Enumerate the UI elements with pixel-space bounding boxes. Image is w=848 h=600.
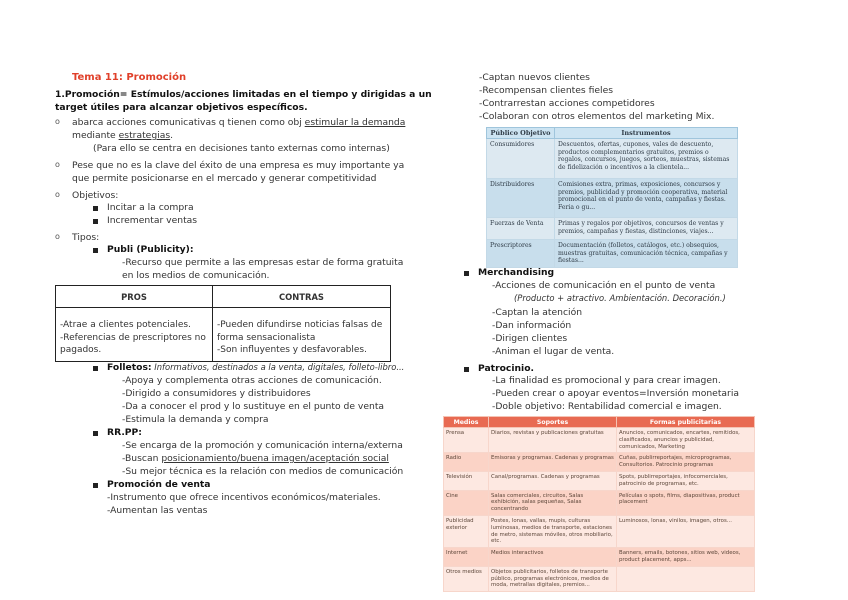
med-cell: Prensa	[444, 428, 489, 453]
square-bullet-icon	[464, 367, 469, 372]
merch-line: -Dan información	[492, 320, 572, 331]
patrocinio-title: Patrocinio.	[478, 363, 535, 374]
instrumentos-table	[486, 127, 738, 268]
rrpp-line: -Se encarga de la promoción y comunicación interna/externa	[122, 440, 403, 451]
patrocinio-heading	[478, 363, 534, 374]
square-bullet-icon	[464, 271, 469, 276]
med-header: Formas publicitarias	[617, 417, 755, 428]
patrocinio-line: -Doble objetivo: Rentabilidad comercial e imagen.	[492, 401, 722, 412]
folletos-heading	[107, 362, 404, 373]
rrpp-text: -Buscan	[122, 453, 162, 464]
med-cell: Televisión	[444, 471, 489, 490]
folletos-desc: Informativos, destinados a la venta, digitales, folleto-libro...	[151, 362, 405, 372]
inst-cell: Descuentos, ofertas, cupones, vales de descuento, productos complementarios gratuitos, premios o regalos, concursos, juegos, sorteos, muestras, sistemas de fidelización o incentivos a la clientela...	[555, 139, 738, 179]
objetivos-heading: o Objetivos:	[72, 190, 118, 201]
med-cell	[617, 566, 755, 591]
rrpp-heading	[107, 427, 142, 438]
square-bullet-icon	[93, 431, 98, 436]
definition-line-1: 1.Promoción= Estímulos/acciones limitadas en el tiempo y dirigidas a un	[55, 89, 432, 100]
folletos-title: Folletos:	[107, 362, 152, 373]
inst-cell: Primas y regalos por objetivos, concursos de ventas y premios, campañas y fiestas, distinciones, viajes...	[555, 218, 738, 240]
right-line: -Colaboran con otros elementos del marketing Mix.	[479, 111, 715, 122]
bullet-text: mediante	[72, 130, 119, 141]
med-cell: Banners, emails, botones, sitios web, videos, product placement, apps...	[617, 548, 755, 567]
inst-cell: Distribuidores	[487, 179, 555, 218]
med-cell: Canal/programas. Cadenas y programas	[489, 471, 617, 490]
objetivo-item	[107, 202, 194, 213]
right-line: -Captan nuevos clientes	[479, 72, 590, 83]
pros-item: -Referencias de prescriptores no pagados.	[60, 332, 206, 355]
med-cell: Anuncios, comunicados, encartes, remitidos, clasificados, anuncios y publicidad, comunicados, Marketing	[617, 428, 755, 453]
promo-line: -Aumentan las ventas	[107, 505, 208, 516]
bullet-abarca	[72, 117, 405, 128]
inst-header: Público Objetivo	[487, 128, 555, 139]
folletos-line: -Da a conocer el prod y lo sustituye en el punto de venta	[122, 401, 385, 412]
publi-line-2: en los medios de comunicación.	[122, 270, 270, 281]
tipos-heading: o Tipos:	[72, 232, 99, 243]
med-cell: Otros medios	[444, 566, 489, 591]
med-cell: Salas comerciales, circuitos, Salas exhibición, salas pequeñas, Salas concentrando	[489, 490, 617, 515]
merch-note: (Producto + atractivo. Ambientación. Decoración.)	[514, 293, 726, 303]
promo-line: -Instrumento que ofrece incentivos económicos/materiales.	[107, 492, 381, 503]
bullet-text: abarca acciones comunicativas q tienen como obj	[72, 117, 305, 128]
bullet-importancia-cont: que permite posicionarse en el mercado y generar competitividad	[72, 173, 377, 184]
bullet-abarca-note: (Para ello se centra en decisiones tanto externas como internas)	[93, 143, 390, 154]
right-line: -Contrarrestan acciones competidores	[479, 98, 655, 109]
med-cell: Cuñas, publirreportajes, microprogramas, Consultorios. Patrocinio programas	[617, 453, 755, 472]
folletos-line: -Apoya y complementa otras acciones de comunicación.	[122, 375, 382, 386]
objetivo-text: Incitar a la compra	[107, 202, 194, 213]
contras-item: -Son influyentes y desfavorables.	[217, 345, 367, 355]
med-cell: Postes, lonas, vallas, mupis, culturas luminosas, medios de transporte, estaciones de metro, sistemas móviles, otros mobiliario, etc.	[489, 515, 617, 547]
pros-header: PROS	[56, 286, 213, 308]
right-line: -Recompensan clientes fieles	[479, 85, 614, 96]
med-cell: Emisoras y programas. Cadenas y programas	[489, 453, 617, 472]
inst-cell: Documentación (folletos, catálogos, etc.) obsequios, muestras gratuitas, comunicación técnica, campañas y fiestas...	[555, 240, 738, 268]
definition-line-2: target útiles para alcanzar objetivos específicos.	[55, 102, 308, 113]
med-cell: Publicidad exterior	[444, 515, 489, 547]
rrpp-title: RR.PP:	[107, 427, 142, 438]
inst-header: Instrumentos	[555, 128, 738, 139]
pros-item: -Atrae a clientes potenciales.	[60, 320, 191, 330]
med-cell: Objetos publicitarios, folletos de transporte público, programas electrónicos, medios de moda, metrallas digitales, premios...	[489, 566, 617, 591]
bullet-importancia: o Pese que no es la clave del éxito de una empresa es muy importante ya	[72, 160, 404, 171]
med-cell: Internet	[444, 548, 489, 567]
patrocinio-line: -La finalidad es promocional y para crear imagen.	[492, 375, 721, 386]
merch-title: Merchandising	[478, 267, 555, 278]
merch-line: -Captan la atención	[492, 307, 583, 318]
contras-cell	[213, 308, 391, 362]
square-bullet-icon	[93, 206, 98, 211]
promo-title: Promoción de venta	[107, 479, 211, 490]
promo-heading	[107, 479, 210, 490]
inst-cell: Comisiones extra, primas, exposiciones, concursos y premios, publicidad y promoción cooperativa, material promocional en el punto de venta, campañas y fiestas. Feria o gu...	[555, 179, 738, 218]
square-bullet-icon	[93, 219, 98, 224]
square-bullet-icon	[93, 483, 98, 488]
page-title: Tema 11: Promoción	[72, 72, 187, 83]
med-cell: Spots, publirreportajes, infocomerciales, patrocinio de programas, etc.	[617, 471, 755, 490]
contras-item: -Pueden difundirse noticias falsas de forma sensacionalista	[217, 320, 383, 343]
folletos-line: -Estimula la demanda y compra	[122, 414, 269, 425]
merch-line: -Animan el lugar de venta.	[492, 346, 615, 357]
folletos-line: -Dirigido a consumidores y distribuidores	[122, 388, 311, 399]
merch-heading	[478, 267, 554, 278]
contras-header: CONTRAS	[213, 286, 391, 308]
inst-cell: Consumidores	[487, 139, 555, 179]
med-cell: Medios interactivos	[489, 548, 617, 567]
rrpp-line	[122, 453, 389, 464]
bullet-text: .	[170, 130, 174, 141]
underlined-text: posicionamiento/buena imagen/aceptación social	[161, 453, 389, 464]
merch-line: -Acciones de comunicación en el punto de venta	[492, 280, 716, 291]
med-cell: Radio	[444, 453, 489, 472]
med-cell: Luminosos, lonas, vinilos, imagen, otros...	[617, 515, 755, 547]
medios-table	[443, 416, 755, 592]
merch-line: -Dirigen clientes	[492, 333, 568, 344]
square-bullet-icon	[93, 248, 98, 253]
med-cell: Cine	[444, 490, 489, 515]
pros-cell	[56, 308, 213, 362]
pros-contras-table	[55, 285, 391, 362]
bullet-abarca-cont	[72, 130, 173, 141]
underlined-text: estimular la demanda	[304, 117, 406, 128]
med-header: Soportes	[489, 417, 617, 428]
publi-text: Publi (Publicity):	[107, 244, 194, 255]
med-cell: Películas o spots, films, diapositivas, product placement	[617, 490, 755, 515]
med-cell: Diarios, revistas y publicaciones gratuitas	[489, 428, 617, 453]
inst-cell: Prescriptores	[487, 240, 555, 268]
objetivo-item	[107, 215, 197, 226]
inst-cell: Fuerzas de Venta	[487, 218, 555, 240]
med-header: Medios	[444, 417, 489, 428]
rrpp-line: -Su mejor técnica es la relación con medios de comunicación	[122, 466, 404, 477]
publi-line-1: -Recurso que permite a las empresas estar de forma gratuita	[122, 257, 404, 268]
underlined-text: estrategias	[118, 130, 171, 141]
patrocinio-line: -Pueden crear o apoyar eventos=Inversión monetaria	[492, 388, 740, 399]
publi-heading	[107, 244, 194, 255]
square-bullet-icon	[93, 366, 98, 371]
objetivo-text: Incrementar ventas	[107, 215, 198, 226]
